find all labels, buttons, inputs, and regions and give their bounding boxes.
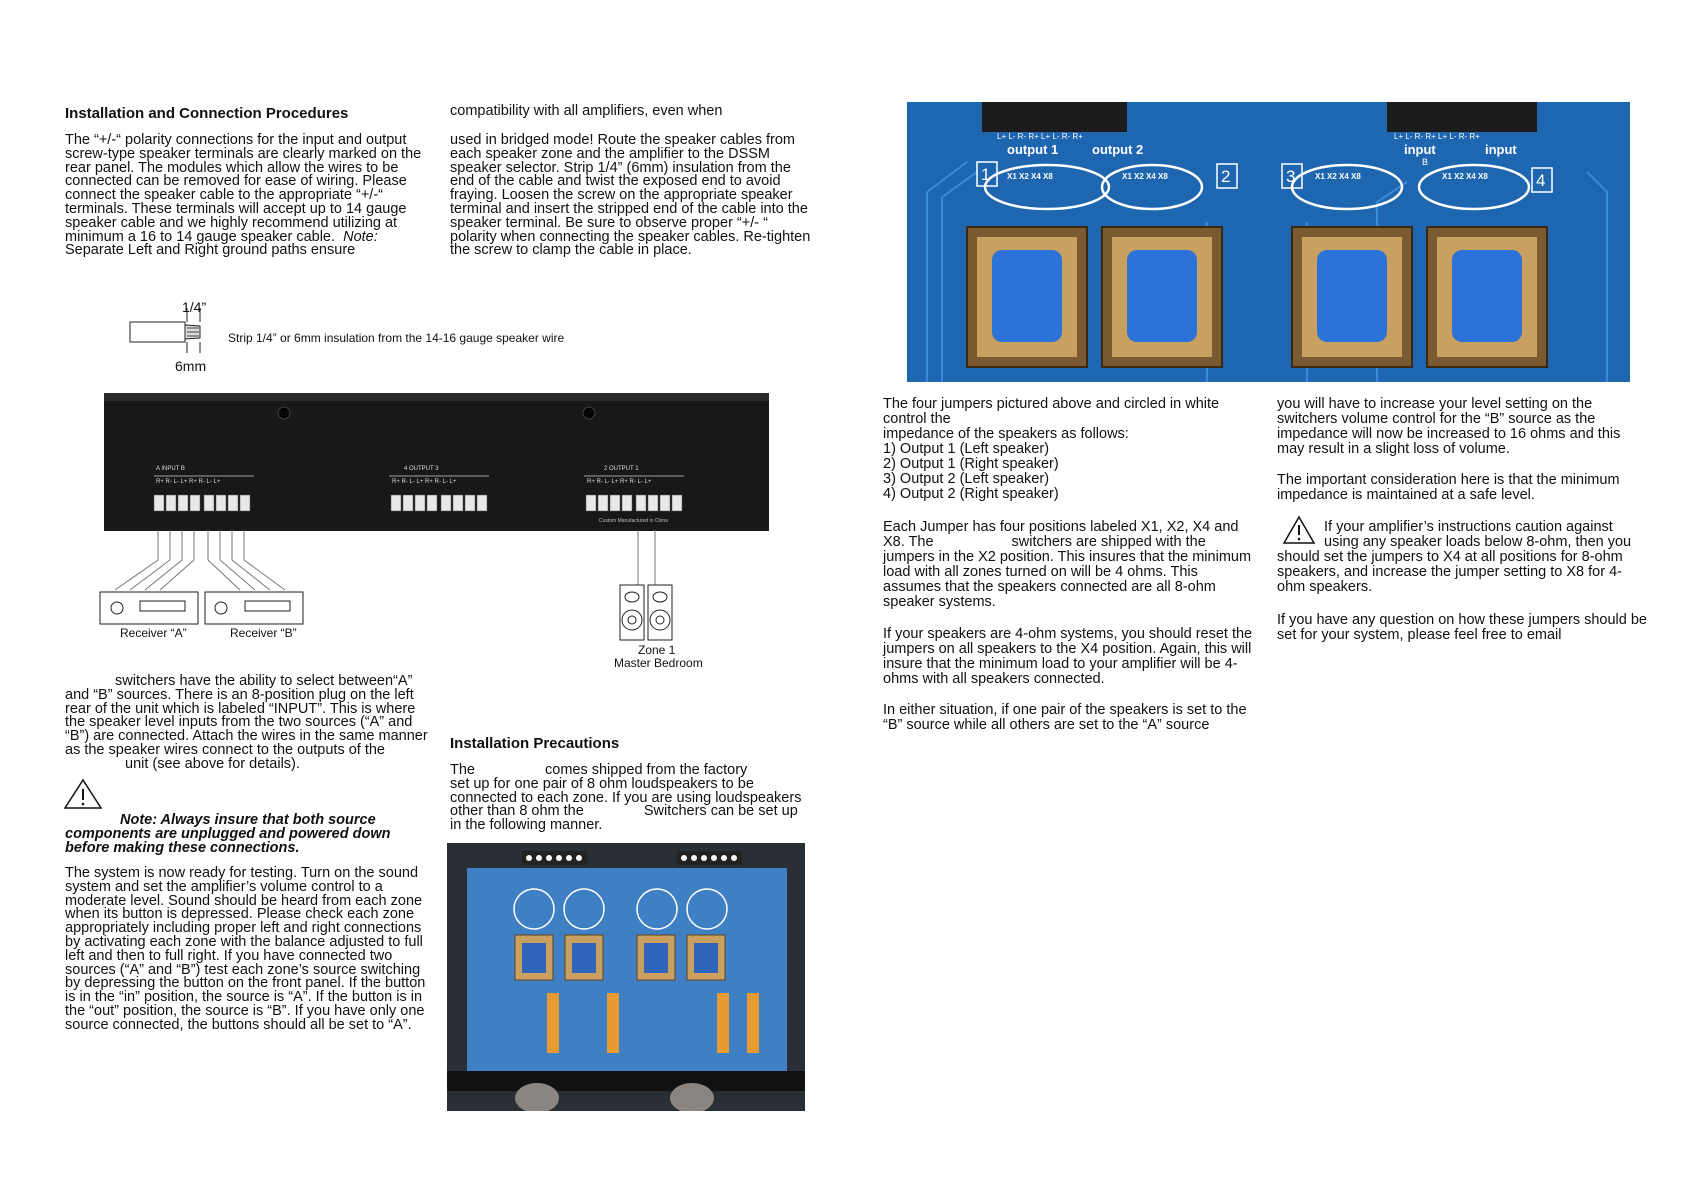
col2-top-line: compatibility with all amplifiers, even when: [450, 103, 723, 119]
wire-caption: Strip 1/4” or 6mm insulation from the 14-16 gauge speaker wire: [228, 331, 565, 345]
jumpers-paragraph-3: If your speakers are 4-ohm systems, you should reset the jumpers on all speakers to the X4 position. Again, this will insure that the minimum load to your amplifier will be 4-ohms with all speakers connected.: [883, 626, 1253, 687]
panel-output34-terms: R+ R- L- L+ R+ R- L- L+: [392, 479, 457, 485]
jumper-list-1: 1) Output 1 (Left speaker): [883, 441, 1050, 457]
board-output1-label: output 1: [1007, 142, 1059, 157]
receiver-a-label: Receiver “A”: [120, 626, 187, 640]
col2-paragraph: used in bridged mode! Route the speaker cables from each speaker zone and the amplifier to the DSSM speaker selector. Strip 1/4” (6mm) insulation from the end of the cable and twist the exposed end to avoid fraying. Loosen the screw on the appropriate speaker terminal and insert the stripped end of the cable into the speaker terminal. Be sure to observe proper “+/- “ polarity when connecting the speaker cables. Re-tighten the screw to clamp the cable in place.: [450, 132, 811, 259]
board-input-b-label: input: [1485, 142, 1517, 157]
column2-paragraph-2: The important consideration here is that the minimum impedance is maintained at a safe level.: [1277, 472, 1620, 503]
jumper-number-3: 3: [1286, 167, 1296, 186]
wiring-diagram: [95, 530, 715, 675]
column2-paragraph-1: you will have to increase your level setting on the switchers volume control for the “B” source as the impedance will now be increased to 16 ohms and this may result in a slight loss of volume.: [1277, 396, 1621, 457]
jumper-positions-1: X1 X2 X4 X8: [1007, 172, 1053, 181]
jumper-positions-3: X1 X2 X4 X8: [1315, 172, 1361, 181]
zone-room-label: Master Bedroom: [614, 656, 703, 670]
jumpers-paragraph-4: In either situation, if one pair of the speakers is set to the “B” source while all others are set to the “A” source: [883, 702, 1247, 733]
column2-paragraph-4: If you have any question on how these jumpers should be set for your system, please feel free to email: [1277, 612, 1647, 643]
jumper-list-4: 4) Output 2 (Right speaker): [883, 486, 1059, 502]
jumper-list-3: 3) Output 2 (Left speaker): [883, 471, 1050, 487]
board-pins-left: L+ L- R- R+ L+ L- R- R+: [997, 132, 1083, 141]
jumper-positions-4: X1 X2 X4 X8: [1442, 172, 1488, 181]
switchers-paragraph: switchers have the ability to select between“A” and “B” sources. There is an 8-position plug on the left rear of the unit which is labeled “INPUT”. This is where the speaker level inputs from the two sources (“A” and “B”) are connected. Attach the wires in the same manner as the speaker wires connect to the outputs of the unit (see above for details).: [65, 673, 428, 772]
testing-paragraph: The system is now ready for testing. Turn on the sound system and set the amplifier’s volume control to a moderate level. Sound should be heard from each zone when its button is depressed. Please check each zone appropriately including proper left and right connections by activating each zone with the balance adjusted to full left and then to full right. If you have connected two sources (“A” and “B”) test each zone’s source switching by depressing the button on the front panel. If the button is in the “in” position, the source is “A”. If the button is in the “out” position, the source is “B”. If you have only one source connected, the buttons should all be set to “A”.: [65, 865, 426, 1033]
jumper-positions-2: X1 X2 X4 X8: [1122, 172, 1168, 181]
panel-custom-label: Custom Manufactured in China: [599, 518, 668, 524]
board-output2-label: output 2: [1092, 142, 1144, 157]
panel-output34-label: 4 OUTPUT 3: [404, 466, 439, 472]
receiver-b-label: Receiver “B”: [230, 626, 297, 640]
panel-input-terms: R+ R- L- L+ R+ R- L- L+: [156, 479, 221, 485]
jumper-number-1: 1: [981, 165, 991, 184]
zone-label: Zone 1: [638, 643, 676, 657]
section-heading: Installation and Connection Procedures: [65, 105, 349, 122]
board-input-sub-b: B: [1422, 157, 1429, 167]
warning-icon: [63, 778, 103, 815]
board-pins-right: L+ L- R- R+ L+ L- R- R+: [1394, 132, 1480, 141]
intro-paragraph: The “+/-“ polarity connections for the input and output screw-type speaker terminals are clearly marked on the rear panel. The modules which allow the wires to be connected can be removed for ease of wiring. Please connect the speaker cable to the appropriate “+/-“ terminals. These terminals will accept up to 14 gauge speaker cable and we highly recommend utilizing at minimum a 16 to 14 gauge speaker cable. Note: Separate Left and Right ground paths ensure: [65, 132, 422, 259]
inside-unit-photo: [447, 843, 805, 1111]
jumper-number-2: 2: [1221, 167, 1231, 186]
wire-bottom-label: 6mm: [175, 358, 207, 374]
warning-note: Note: Always insure that both source components are unplugged and powered down before making these connections.: [65, 811, 391, 856]
jumper-number-4: 4: [1536, 171, 1546, 190]
circuit-board-photo: [907, 102, 1630, 382]
precautions-paragraph: The comes shipped from the factory set up for one pair of 8 ohm loudspeakers to be connected to each zone. If you are using loudspeakers other than 8 ohm the Switchers can be set up in the following manner.: [450, 762, 802, 834]
wire-top-label: 1/4”: [182, 299, 207, 315]
column2-paragraph-3: If your amplifier’s instructions caution against using any speaker loads below 8-ohm, then you should set the jumpers to X4 at all positions for 8-ohm speakers, and increase the jumper setting to X8 for 4-ohm speakers.: [1277, 519, 1632, 595]
panel-output12-label: 2 OUTPUT 1: [604, 466, 639, 472]
jumpers-intro: The four jumpers pictured above and circled in white control the impedance of the speakers as follows: 1) Output 1 (Left speaker) 2) Output 1 (Right speaker) 3) Output 2 (Left speaker) 4) Output 2 (Right speaker): [883, 397, 1258, 502]
panel-output12-terms: R+ R- L- L+ R+ R- L- L+: [587, 479, 652, 485]
jumper-list-2: 2) Output 1 (Right speaker): [883, 456, 1059, 472]
panel-input-label: A INPUT B: [156, 466, 185, 472]
precautions-heading: Installation Precautions: [450, 735, 620, 752]
board-input-a-label: input: [1404, 142, 1436, 157]
rear-panel-image: [104, 393, 769, 531]
jumpers-paragraph-2: Each Jumper has four positions labeled X1, X2, X4 and X8. The switchers are shipped with the jumpers in the X2 position. This insures that the minimum load with all zones turned on will be 4 ohms. This assumes that the speakers connected are all 8-ohm speaker systems.: [883, 519, 1252, 610]
